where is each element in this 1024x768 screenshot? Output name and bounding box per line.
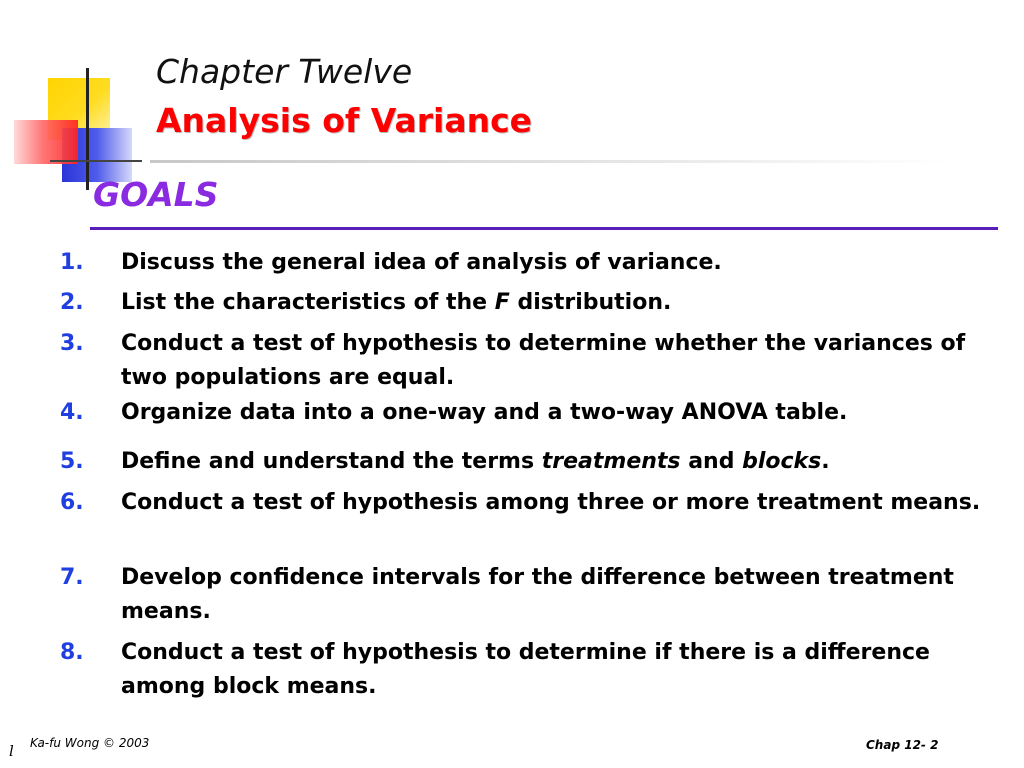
list-item-text: Discuss the general idea of analysis of variance. — [121, 250, 722, 275]
slide-subtitle: Analysis of Variance — [156, 101, 533, 140]
list-item-number: 6. — [60, 490, 84, 515]
footer-author: Ka-fu Wong © 2003 — [30, 736, 150, 750]
list-item-number: 4. — [60, 400, 84, 425]
list-item-number: 3. — [60, 331, 84, 356]
decor-horizontal-line — [50, 160, 142, 162]
list-item-number: 5. — [60, 449, 84, 474]
list-item-text: Develop confidence intervals for the difference between treatment means. — [121, 565, 954, 624]
list-item-number: 1. — [60, 250, 84, 275]
list-item-text: List the characteristics of the F distribution. — [121, 290, 672, 315]
slide-marker: l — [9, 742, 14, 760]
decor-vertical-line — [86, 68, 89, 190]
list-item-text: Organize data into a one-way and a two-way ANOVA table. — [121, 400, 848, 425]
footer-page-number: Chap 12- 2 — [866, 738, 939, 752]
list-item-text: Conduct a test of hypothesis to determine if there is a difference among block means. — [121, 640, 930, 699]
title-underline — [150, 160, 950, 163]
list-item-text: Conduct a test of hypothesis among three or more treatment means. — [121, 490, 981, 515]
decor-red-square — [14, 120, 78, 164]
list-item-number: 7. — [60, 565, 84, 590]
list-item-number: 2. — [60, 290, 84, 315]
list-item-number: 8. — [60, 640, 84, 665]
list-item-text: Define and understand the terms treatments and blocks. — [121, 449, 830, 474]
section-heading: GOALS — [93, 175, 219, 214]
section-divider — [90, 227, 998, 230]
list-item-text: Conduct a test of hypothesis to determine whether the variances of two populations are equal. — [121, 331, 966, 390]
chapter-title: Chapter Twelve — [156, 52, 413, 91]
